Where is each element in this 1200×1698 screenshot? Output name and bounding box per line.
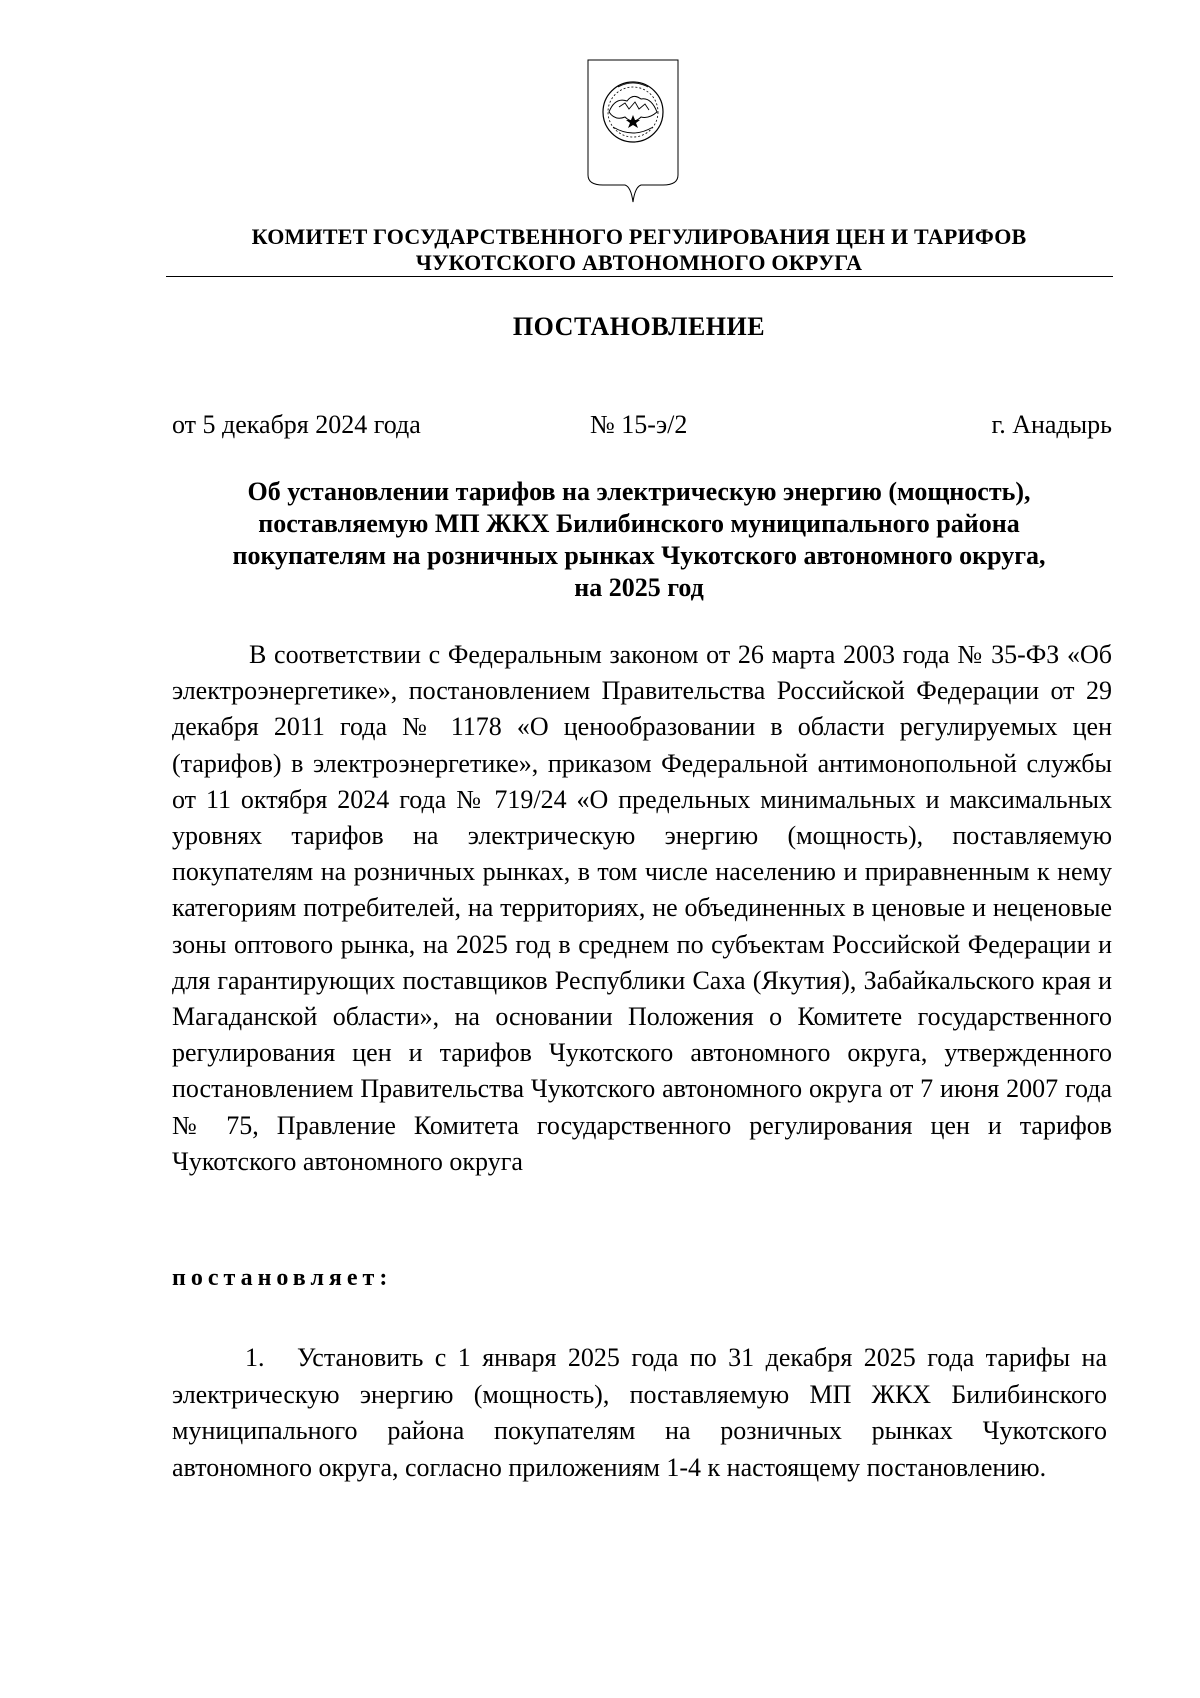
preamble-paragraph: В соответствии с Федеральным законом от 26 марта 2003 года № 35-ФЗ «Об электроэнергетике», постановлением Правительства Российской Федерации от 29 декабря 2011 года № 1178 «О ценообразовании в области регулируемых цен (тарифов) в электроэнергетике», приказом Федеральной антимонопольной службы от 11 октября 2024 года № 719/24 «О предельных минимальных и максимальных уровнях тарифов на электрическую энергию (мощность), поставляемую покупателям на розничных рынках, в том числе населению и приравненным к нему категориям потребителей, на территориях, не объединенных в ценовые и неценовые зоны оптового рынка, на 2025 год в среднем по субъектам Российской Федерации и для гарантирующих поставщиков Республики Саха (Якутия), Забайкальского края и Магаданской области», на основании Положения о Комитете государственного регулирования цен и тарифов Чукотского автономного округа, утвержденного постановлением Правительства Чукотского автономного округа от 7 июня 2007 года № 75, Правление Комитета государственного регулирования цен и тарифов Чукотского автономного округа — [172, 640, 1112, 1176]
document-number: № 15-э/2 — [590, 410, 688, 439]
committee-name-line-1: КОМИТЕТ ГОСУДАРСТВЕННОГО РЕГУЛИРОВАНИЯ ЦЕН И ТАРИФОВ — [251, 224, 1027, 249]
document-type-heading: ПОСТАНОВЛЕНИЕ — [512, 312, 766, 341]
coat-of-arms-emblem — [585, 57, 681, 206]
decree-word: постановляет: — [172, 1265, 393, 1291]
document-date: от 5 декабря 2024 года — [172, 410, 421, 439]
title-line: Об установлении тарифов на электрическую энергию (мощность), — [247, 477, 1031, 506]
decree-item-1 — [172, 1340, 1107, 1486]
title-line: на 2025 год — [574, 573, 704, 602]
title-line: поставляемую МП ЖКХ Билибинского муниципального района — [258, 509, 1020, 538]
item-text: Установить с 1 января 2025 года по 31 декабря 2025 года тарифы на электрическую энергию (мощность), поставляемую МП ЖКХ Билибинского муниципального района покупателям на розничных рынках Чукотского автономного округа, согласно приложениям 1-4 к настоящему постановлению. — [172, 1343, 1107, 1482]
title-line: покупателям на розничных рынках Чукотского автономного округа, — [232, 541, 1046, 570]
document-city: г. Анадырь — [991, 410, 1112, 439]
header-divider — [166, 276, 1113, 277]
committee-name-line-2: ЧУКОТСКОГО АВТОНОМНОГО ОКРУГА — [415, 250, 863, 275]
item-number: 1. — [245, 1343, 265, 1372]
document-title — [166, 476, 1112, 604]
